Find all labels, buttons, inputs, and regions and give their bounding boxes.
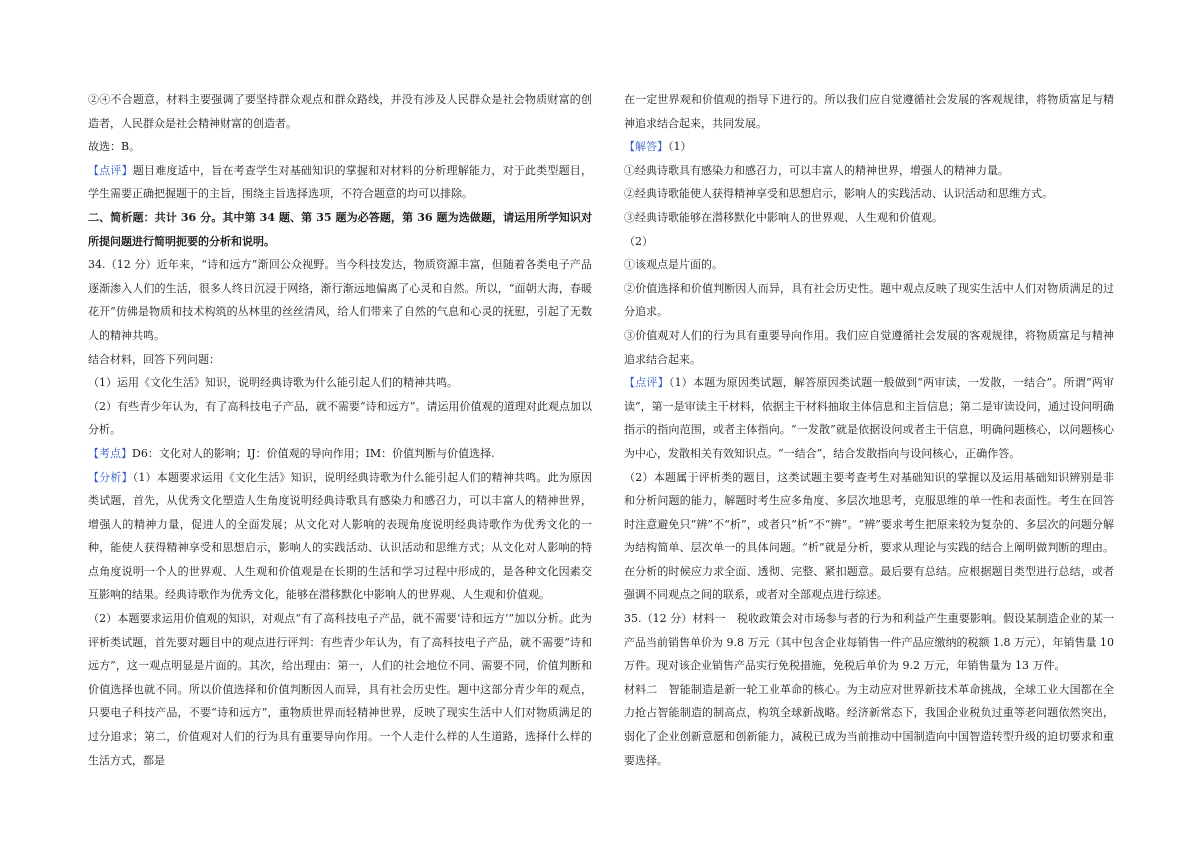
paragraph-text: （1）运用《文化生活》知识，说明经典诗歌为什么能引起人们的精神共鸣。 (88, 376, 458, 390)
paragraph (624, 324, 1114, 371)
left-column (88, 88, 592, 772)
paragraph-text: 34.（12 分）近年来，“诗和远方”渐回公众视野。当今科技发达，物质资源丰富，但随着各类电子产品逐渐渗入人们的生活，很多人终日沉浸于网络，渐行渐远地偏离了心灵和自然。所以，“面朝大海，春暖花开”仿佛是物质和技术构筑的丛林里的丝丝清风，给人们带来了自然的气息和心灵的抚慰，引起了无数人的精神共鸣。 (88, 258, 592, 342)
paragraph-text: 故选：B。 (88, 140, 141, 154)
paragraph (88, 442, 592, 466)
paragraph-text: （2）有些青少年认为，有了高科技电子产品，就不需要“诗和远方”。请运用价值观的道理对此观点加以分析。 (88, 399, 592, 437)
paragraph (624, 277, 1114, 324)
paragraph-text: ②④不合题意，材料主要强调了要坚持群众观点和群众路线，并没有涉及人民群众是社会物质财富的创造者，人民群众是社会精神财富的创造者。 (88, 93, 592, 130)
paragraph-text: （2）本题要求运用价值观的知识，对观点“有了高科技电子产品，就不需要‘诗和远方’”加以分析。此为评析类试题，首先要对题目中的观点进行评判：有些青少年认为，有了高科技电子产品，就不需要“诗和远方”，这一观点明显是片面的。其次，给出理由：第一，人们的社会地位不同、需要不同，价值判断和价值选择也就不同。所以价值选择和价值判断因人而异，具有社会历史性。题中这部分青少年的观点，只要电子科技产品，不要“诗和远方”，重物质世界而轻精神世界，反映了现实生活中人们对物质满足的过分追求；第二，价值观对人们的行为具有重要导向作用。一个人走什么样的人生道路，选择什么样的生活方式，都是 (88, 612, 592, 767)
paragraph-text: ①经典诗歌具有感染力和感召力，可以丰富人的精神世界，增强人的精神力量。 (624, 163, 1009, 177)
paragraph-text: ③价值观对人们的行为具有重要导向作用。我们应自觉遵循社会发展的客观规律，将物质富足与精神追求结合起来。 (624, 328, 1114, 366)
right-column (624, 88, 1114, 772)
paragraph-text: （2）本题属于评析类的题目，这类试题主要考查考生对基础知识的掌握以及运用基础知识辨别是非和分析问题的能力，解题时考生应多角度、多层次地思考，克服思维的单一性和表面性。考生在回答时注意避免只“辨”不“析”，或者只“析”不“辨”。“辨”要求考生把原来较为复杂的、多层次的问题分解为结构简单、层次单一的具体问题。“析”就是分析，要求从理论与实践的结合上阐明做判断的理由。在分析的时候应力求全面、透彻、完整、紧扣题意。最后要有总结。应根据题目类型进行总结，或者强调不同观点之间的联系，或者对全部观点进行综述。 (624, 470, 1114, 602)
paragraph-text: 在一定世界观和价值观的指导下进行的。所以我们应自觉遵循社会发展的客观规律，将物质富足与精神追求结合起来，共同发展。 (624, 93, 1114, 130)
paragraph-text: （1）本题为原因类试题，解答原因类试题一般做到“两审读，一发散，一结合”。所谓“两审读”，第一是审读主干材料，依据主干材料抽取主体信息和主旨信息；第二是审读设问，通过设问明确指示的指向范围，或者主体指向。“一发散”就是依据设问或者主干信息，明确问题核心，以问题核心为中心，发散相关有效知识点。“一结合”，结合发散指向与设问核心，正确作答。 (624, 376, 1114, 460)
paragraph (88, 206, 592, 253)
section-tag: 【点评】 (624, 376, 669, 390)
section-tag: 【考点】 (88, 446, 132, 460)
paragraph (624, 607, 1114, 678)
paragraph (88, 159, 592, 206)
paragraph-text: （1） (668, 140, 692, 154)
section-tag: 【点评】 (88, 163, 133, 177)
paragraph (88, 371, 592, 395)
paragraph (624, 182, 1114, 206)
paragraph (88, 348, 592, 372)
paragraph (624, 206, 1114, 230)
paragraph (624, 159, 1114, 183)
paragraph (624, 371, 1114, 465)
paragraph-text: （1）本题要求运用《文化生活》知识，说明经典诗歌为什么能引起人们的精神共鸣。此为原因类试题，首先，从优秀文化塑造人生角度说明经典诗歌具有感染力和感召力，可以丰富人的精神世界，增强人的精神力量，促进人的全面发展；从文化对人影响的表现角度说明经典诗歌作为优秀文化的一种，能使人获得精神享受和思想启示，影响人的实践活动、认识活动和思维方式；从文化对人影响的特点角度说明一个人的世界观、人生观和价值观是在长期的生活和学习过程中形成的，是各种文化因素交互影响的结果。经典诗歌作为优秀文化，能够在潜移默化中影响人的世界观、人生观和价值观。 (88, 470, 593, 602)
paragraph-text: ①该观点是片面的。 (624, 258, 723, 272)
paragraph-text: ②经典诗歌能使人获得精神享受和思想启示，影响人的实践活动、认识活动和思维方式。 (624, 187, 1053, 201)
paragraph-text: 二、简析题：共计 36 分。其中第 34 题、第 35 题为必答题，第 36 题为选做题，请运用所学知识对所提问题进行简明扼要的分析和说明。 (88, 210, 592, 248)
paragraph-text: 结合材料，回答下列问题： (88, 352, 220, 366)
paragraph (624, 253, 1114, 277)
paragraph (88, 466, 592, 608)
paragraph (624, 88, 1114, 135)
paragraph-text: （2） (624, 234, 653, 248)
paragraph-text: 35.（12 分）材料一 税收政策会对市场参与者的行为和利益产生重要影响。假设某制造企业的某一产品当前销售单价为 9.8 万元（其中包含企业每销售一件产品应缴纳的税额 1.8 万元），年销售量 10 万件。现对该企业销售产品实行免税措施，免税后单价为 9.2 万元，年销售量为 13 万件。 (624, 612, 1114, 673)
paragraph (88, 253, 592, 347)
paragraph-text: ②价值选择和价值判断因人而异，具有社会历史性。题中观点反映了现实生活中人们对物质满足的过分追求。 (624, 281, 1114, 319)
paragraph (88, 135, 592, 159)
paragraph-text: 题目难度适中，旨在考查学生对基础知识的掌握和对材料的分析理解能力，对于此类型题目，学生需要正确把握题干的主旨，围绕主旨选择选项，不符合题意的均可以排除。 (88, 163, 593, 201)
paragraph (88, 607, 592, 772)
paragraph-text: 材料二 智能制造是新一轮工业革命的核心。为主动应对世界新技术革命挑战，全球工业大国都在全力抢占智能制造的制高点，构筑全球新战略。经济新常态下，我国企业税负过重等老问题依然突出，弱化了企业创新意愿和创新能力，减税已成为当前推动中国制造向中国智造转型升级的迫切要求和重要选择。 (624, 682, 1114, 767)
paragraph-text: D6：文化对人的影响；IJ：价值观的导向作用；IM：价值判断与价值选择. (132, 446, 495, 460)
paragraph (624, 230, 1114, 254)
section-tag: 【解答】 (624, 140, 668, 154)
paragraph (88, 88, 592, 135)
section-tag: 【分析】 (88, 470, 133, 484)
paragraph (624, 466, 1114, 608)
paragraph (624, 135, 1114, 159)
paragraph (88, 395, 592, 442)
paragraph-text: ③经典诗歌能够在潜移默化中影响人的世界观、人生观和价值观。 (624, 210, 943, 224)
paragraph (624, 678, 1114, 772)
